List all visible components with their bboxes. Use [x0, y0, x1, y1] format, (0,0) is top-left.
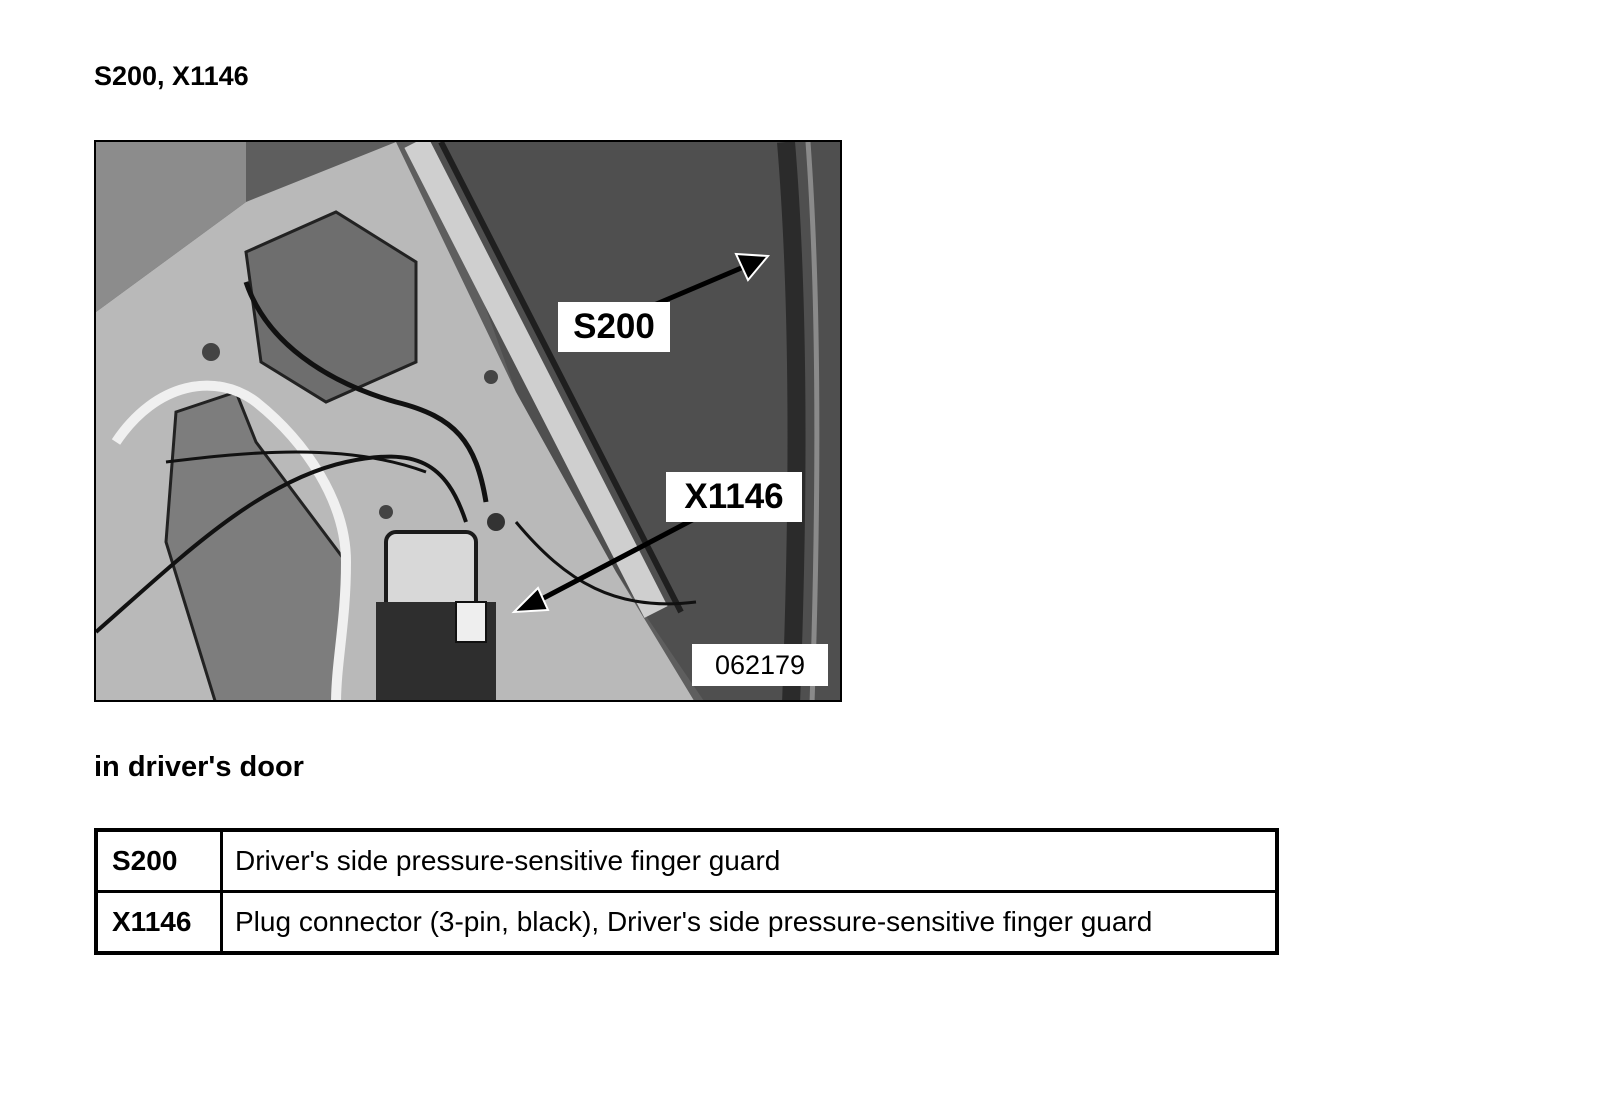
bolt-hole-3: [484, 370, 498, 384]
door-interior-illustration: [96, 142, 842, 702]
window-motor: [386, 532, 476, 612]
s200-callout-label: S200: [558, 302, 670, 352]
component-legend-table: [94, 828, 1279, 955]
component-description: Plug connector (3-pin, black), Driver's side pressure-sensitive finger guard: [222, 892, 1278, 954]
door-photo-figure: [94, 140, 842, 702]
bolt-hole-1: [202, 343, 220, 361]
component-code: X1146: [96, 892, 222, 954]
page-title: S200, X1146: [94, 61, 249, 91]
connector-housing: [456, 602, 486, 642]
component-description: Driver's side pressure-sensitive finger guard: [222, 830, 1278, 892]
figure-caption: in driver's door: [94, 751, 304, 783]
image-number-label: 062179: [692, 644, 828, 686]
component-code: S200: [96, 830, 222, 892]
table-row: [96, 892, 1277, 954]
x1146-callout-label: X1146: [666, 472, 802, 522]
door-seal: [786, 142, 796, 702]
table-row: [96, 830, 1277, 892]
bolt-hole-2: [379, 505, 393, 519]
bolt-hole-4: [487, 513, 505, 531]
